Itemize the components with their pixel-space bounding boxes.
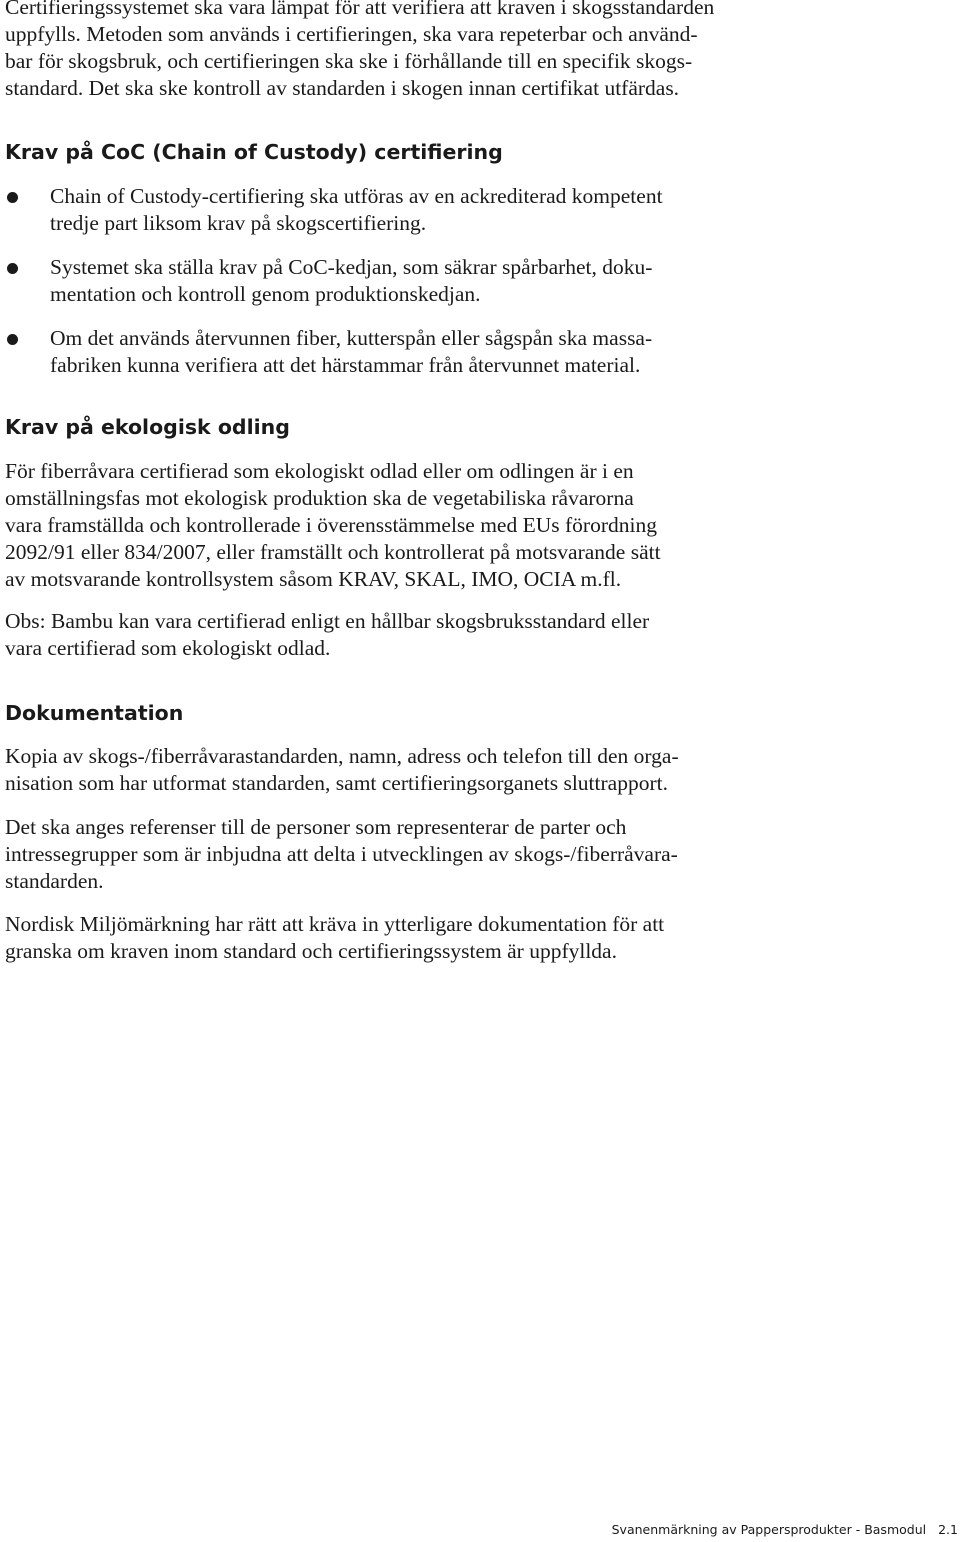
text-line: Systemet ska ställa krav på CoC-kedjan, som säkrar spårbarhet, doku- bbox=[50, 255, 653, 279]
intro-paragraph bbox=[5, 0, 714, 102]
section-heading-dokumentation: Dokumentation bbox=[5, 701, 184, 725]
bullet-text bbox=[50, 254, 652, 308]
text-line: fabriken kunna verifiera att det härstammar från återvunnet material. bbox=[50, 353, 641, 377]
paragraph bbox=[5, 814, 678, 895]
text-line: standard. Det ska ske kontroll av standarden i skogen innan certifikat utfärdas. bbox=[5, 76, 680, 100]
section-heading-coc: Krav på CoC (Chain of Custody) certifiering bbox=[5, 140, 503, 164]
bullet-icon bbox=[7, 192, 18, 203]
text-line: standarden. bbox=[5, 869, 104, 893]
text-line: uppfylls. Metoden som används i certifieringen, ska vara repeterbar och använd- bbox=[5, 22, 698, 46]
text-line: nisation som har utformat standarden, samt certifieringsorganets sluttrapport. bbox=[5, 771, 668, 795]
text-line: Nordisk Miljömärkning har rätt att kräva in ytterligare dokumentation för att bbox=[5, 912, 665, 936]
text-line: Kopia av skogs-/fiberråvarastandarden, namn, adress och telefon till den orga- bbox=[5, 744, 679, 768]
text-line: mentation och kontroll genom produktionskedjan. bbox=[50, 282, 481, 306]
text-line: Chain of Custody-certifiering ska utföras av en ackrediterad kompetent bbox=[50, 184, 663, 208]
bullet-icon bbox=[7, 334, 18, 345]
text-line: granska om kraven inom standard och certifieringssystem är uppfyllda. bbox=[5, 939, 617, 963]
section-heading-ekologisk: Krav på ekologisk odling bbox=[5, 415, 290, 439]
paragraph bbox=[5, 743, 679, 797]
text-line: Certifieringssystemet ska vara lämpat för att verifiera att kraven i skogsstandarden bbox=[5, 0, 715, 19]
footer-title: Svanenmärkning av Pappersprodukter - Basmodul bbox=[611, 1522, 927, 1537]
paragraph bbox=[5, 458, 661, 593]
text-line: vara framställda och kontrollerade i överensstämmelse med EUs förordning bbox=[5, 513, 657, 537]
text-line: För fiberråvara certifierad som ekologiskt odlad eller om odlingen är i en bbox=[5, 459, 634, 483]
bullet-text bbox=[50, 183, 663, 237]
text-line: tredje part liksom krav på skogscertifiering. bbox=[50, 211, 427, 235]
bullet-icon bbox=[7, 263, 18, 274]
text-line: 2092/91 eller 834/2007, eller framställt och kontrollerat på motsvarande sätt bbox=[5, 540, 661, 564]
text-line: Det ska anges referenser till de personer som representerar de parter och bbox=[5, 815, 627, 839]
text-line: vara certifierad som ekologiskt odlad. bbox=[5, 636, 331, 660]
text-line: bar för skogsbruk, och certifieringen ska ske i förhållande till en specifik skogs- bbox=[5, 49, 693, 73]
paragraph bbox=[5, 608, 649, 662]
text-line: omställningsfas mot ekologisk produktion ska de vegetabiliska råvarorna bbox=[5, 486, 634, 510]
text-line: Om det används återvunnen fiber, kutterspån eller sågspån ska massa- bbox=[50, 326, 653, 350]
paragraph bbox=[5, 911, 664, 965]
text-line: av motsvarande kontrollsystem såsom KRAV, SKAL, IMO, OCIA m.fl. bbox=[5, 567, 622, 591]
text-line: Obs: Bambu kan vara certifierad enligt en hållbar skogsbruksstandard eller bbox=[5, 609, 650, 633]
bullet-text bbox=[50, 325, 652, 379]
page-footer bbox=[612, 1522, 958, 1538]
page-number: 2.1 bbox=[938, 1522, 958, 1537]
text-line: intressegrupper som är inbjudna att delta i utvecklingen av skogs-/fiberråvara- bbox=[5, 842, 678, 866]
